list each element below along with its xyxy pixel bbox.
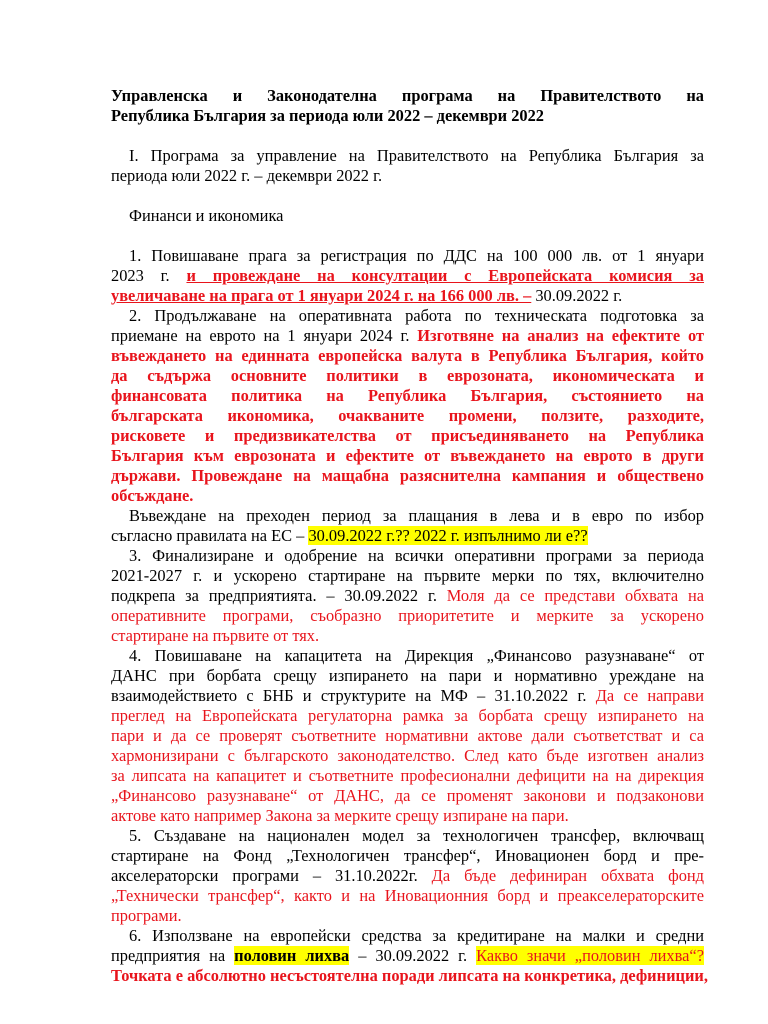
document-title-line-1: Управленска и Законодателна програма на Правителството на <box>111 86 704 105</box>
item-1-deadline: 30.09.2022 г. <box>531 286 623 305</box>
item-6-text: предприятия на <box>111 946 235 965</box>
item-2-text: приемане на еврото на 1 януари 2024 г. <box>111 326 418 345</box>
item-3-text: подкрепа за предприятията. – 30.09.2022 г. <box>111 586 447 605</box>
item-3-line-3 <box>111 586 704 606</box>
item-2-line-6: българската икономика, очакваните промени, ползите, разходите, <box>111 406 704 425</box>
item-2-para-2-line-2 <box>111 526 704 546</box>
item-5-line-1: 5. Създаване на национален модел за технологичен трансфер, включващ <box>129 826 704 845</box>
item-5-line-4: „Технически трансфер“, както и на Иновационния борд и преакселераторските <box>111 886 704 905</box>
item-6-line-3: Точката е абсолютно несъстоятелна поради липсата на конкретика, дефиниции, <box>111 966 708 985</box>
item-2-line-10: обсъждане. <box>111 486 194 505</box>
item-1-comment: и провеждане на консултации с Европейската комисия за <box>186 266 705 285</box>
item-4-comment: Да се направи <box>595 686 704 705</box>
item-2-line-5: финансовата политика на Република България, състоянието на <box>111 386 704 405</box>
subheading: Финанси и икономика <box>129 206 284 225</box>
item-1-line-1: 1. Повишаване прага за регистрация по ДДС на 100 000 лв. от 1 януари <box>129 246 704 265</box>
item-6-highlight: половин лихва <box>234 946 350 965</box>
item-3-line-2: 2021-2027 г. и ускорено стартиране на първите мерки по тях, включително <box>111 566 704 585</box>
section-heading-line-1: I. Програма за управление на Правителството на Република България за <box>129 146 704 165</box>
item-4-text: взаимодействието с БНБ и структурите на МФ – 31.10.2022 г. <box>111 686 596 705</box>
item-2-comment: Изготвяне на анализ на ефектите от <box>417 326 705 345</box>
item-2-line-4: да съдържа основните политики в еврозоната, икономическата и <box>111 366 704 385</box>
item-5-line-2: стартиране на Фонд „Технологичен трансфер“, Иновационен борд и пре- <box>111 846 704 865</box>
item-6-line-1: 6. Използване на европейски средства за кредитиране на малки и средни <box>129 926 704 945</box>
item-1-text: 2023 г. <box>111 266 187 285</box>
item-4-line-8: „Финансово разузнаване“ от ДАНС, да се променят законови и подзаконови <box>111 786 704 805</box>
item-4-line-2: ДАНС при борбата срещу изпирането на пари и нормативно уреждане на <box>111 666 704 685</box>
item-5-text: акселераторски програми – 31.10.2022г. <box>111 866 432 885</box>
item-5-line-5: програми. <box>111 906 182 925</box>
item-5-comment: Да бъде дефиниран обхвата фонд <box>431 866 704 885</box>
item-3-line-4: оперативните програми, съобразно приоритетите и мерките за ускорено <box>111 606 704 625</box>
item-2-line-9: държави. Провеждане на мащабна разяснителна кампания и обществено <box>111 466 704 485</box>
item-1-line-3 <box>111 286 704 306</box>
item-5-line-3 <box>111 866 704 886</box>
item-1-line-2 <box>111 266 704 286</box>
item-4-line-5: пари и да се проверят съответните нормативни актове дали съответстват и са <box>111 726 704 745</box>
item-4-line-3 <box>111 686 704 706</box>
item-2-line-8: България към еврозоната и ефектите от въвеждането на еврото в други <box>111 446 704 465</box>
document-title-line-2: Република България за периода юли 2022 – декември 2022 <box>111 106 544 125</box>
item-2-para-2-text: съгласно правилата на ЕС – <box>111 526 309 545</box>
item-2-line-7: рисковете и предизвикателства от присъединяването на Република <box>111 426 704 445</box>
item-2-para-2-line-1: Въвеждане на преходен период за плащания в лева и в евро по избор <box>129 506 704 525</box>
item-4-line-4: преглед на Европейската регулаторна рамка за борбата срещу изпирането на <box>111 706 704 725</box>
item-1-comment-cont: увеличаване на прага от 1 януари 2024 г. на 166 000 лв. – <box>111 286 532 305</box>
item-3-comment: Моля да се представи обхвата на <box>446 586 704 605</box>
item-4-line-1: 4. Повишаване на капацитета на Дирекция „Финансово разузнаване“ от <box>129 646 704 665</box>
item-2-line-1: 2. Продължаване на оперативната работа по техническата подготовка за <box>129 306 704 325</box>
item-4-line-6: хармонизирани с българското законодателство. След като бъде изготвен анализ <box>111 746 704 765</box>
item-6-deadline: – 30.09.2022 г. <box>349 946 477 965</box>
item-4-line-9: актове като например Закона за мерките срещу изпиране на пари. <box>111 806 569 825</box>
item-2-line-3: въвеждането на единната европейска валута в Република България, който <box>111 346 704 365</box>
item-3-line-1: 3. Финализиране и одобрение на всички оперативни програми за периода <box>129 546 704 565</box>
item-3-line-5: стартиране на първите от тях. <box>111 626 320 645</box>
section-heading-line-2: периода юли 2022 г. – декември 2022 г. <box>111 166 383 185</box>
item-4-line-7: за липсата на капацитет и съответните професионални дефицити на на дирекция <box>111 766 704 785</box>
item-2-highlight: 30.09.2022 г.?? 2022 г. изпълнимо ли е?? <box>308 526 588 545</box>
item-6-comment: Какво значи „половин лихва“? <box>476 946 704 965</box>
item-6-line-2 <box>111 946 704 966</box>
item-2-line-2 <box>111 326 704 346</box>
